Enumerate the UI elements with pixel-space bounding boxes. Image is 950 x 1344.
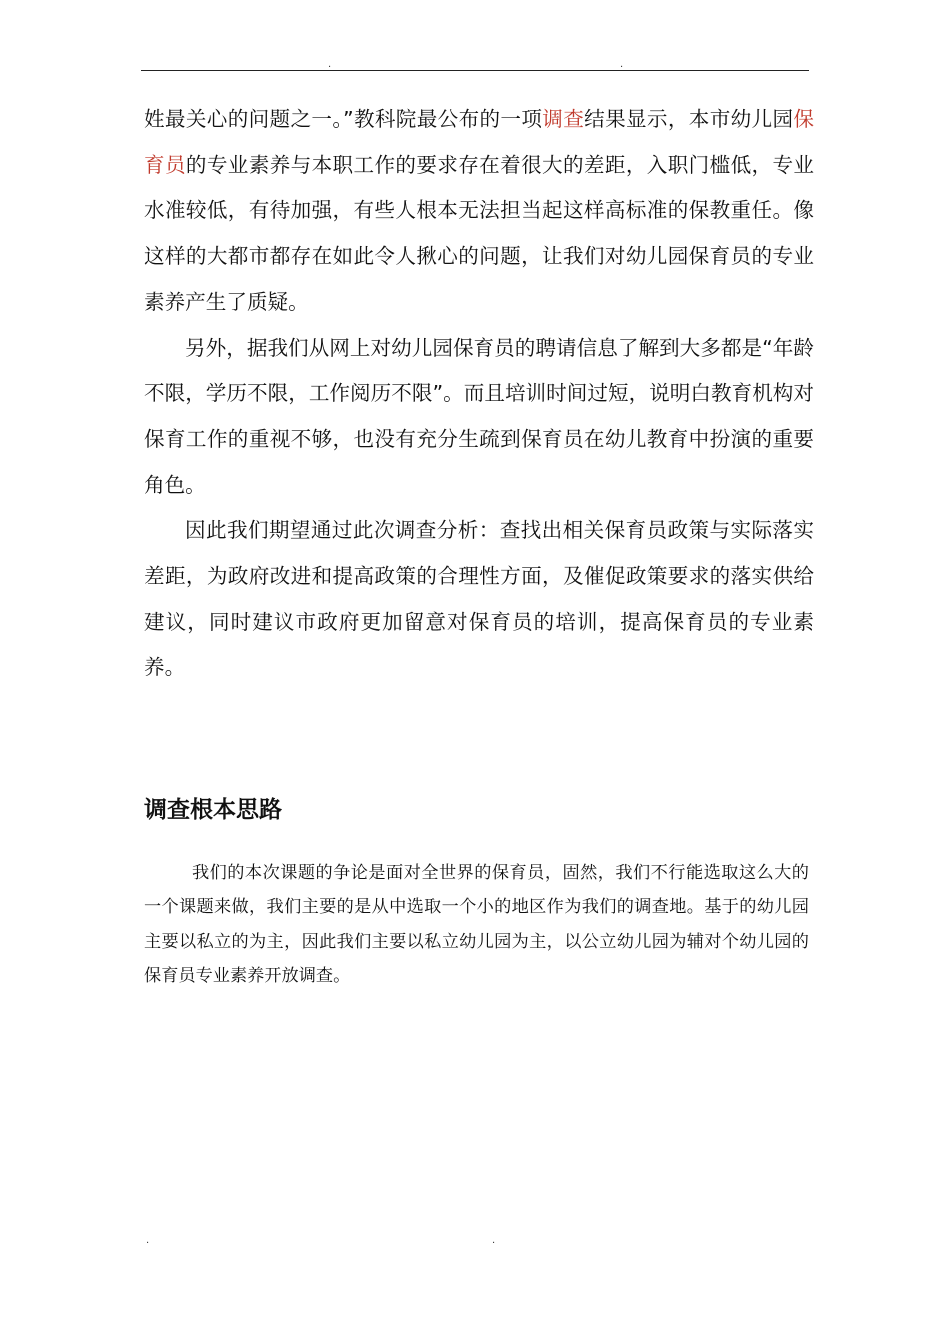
header-rule xyxy=(141,70,809,71)
paragraph-2: 另外，据我们从网上对幼儿园保育员的聘请信息了解到大多都是“年龄不限，学历不限，工作阅历不限”。而且培训时间过短，说明白教育机构对保育工作的重视不够，也没有充分生疏到保育员在幼儿教育中扮演的重要角色。 xyxy=(144,335,814,497)
paragraph-1-text-a: 姓最关心的问题之一。”教科院最公布的一项 xyxy=(144,107,543,131)
paragraph-1 xyxy=(144,97,814,326)
document-body xyxy=(144,97,814,691)
paragraph-1-text-b: 结果显示，本市幼儿园 xyxy=(584,107,794,131)
section-title: 调查根本思路 xyxy=(144,797,282,823)
footer-dot-left: . xyxy=(146,1235,150,1246)
link-caregiver[interactable]: 保育员 xyxy=(144,107,815,177)
link-survey[interactable]: 调查 xyxy=(542,107,585,131)
section-paragraph: 我们的本次课题的争论是面对全世界的保育员，固然，我们不行能选取这么大的一个课题来做，我们主要的是从中选取一个小的地区作为我们的调查地。基于的幼儿园主要以私立的为主，因此我们主要以私立幼儿园为主，以公立幼儿园为辅对个幼儿园的保育员专业素养开放调查。 xyxy=(144,863,809,986)
header-dot-left: . xyxy=(328,59,332,70)
header-dot-right: . xyxy=(620,59,624,70)
footer-dot-right: . xyxy=(492,1235,496,1246)
paragraph-3: 因此我们期望通过此次调查分析：查找出相关保育员政策与实际落实差距，为政府改进和提高政策的合理性方面，及催促政策要求的落实供给建议，同时建议市政府更加留意对保育员的培训，提高保育员的专业素养。 xyxy=(144,518,814,680)
paragraph-1-text-c: 的专业素养与本职工作的要求存在着很大的差距，入职门槛低，专业水准较低，有待加强，有些人根本无法担当起这样高标准的保教重任。像这样的大都市都存在如此令人揪心的问题，让我们对幼儿园保育员的专业素养产生了质疑。 xyxy=(144,152,815,314)
